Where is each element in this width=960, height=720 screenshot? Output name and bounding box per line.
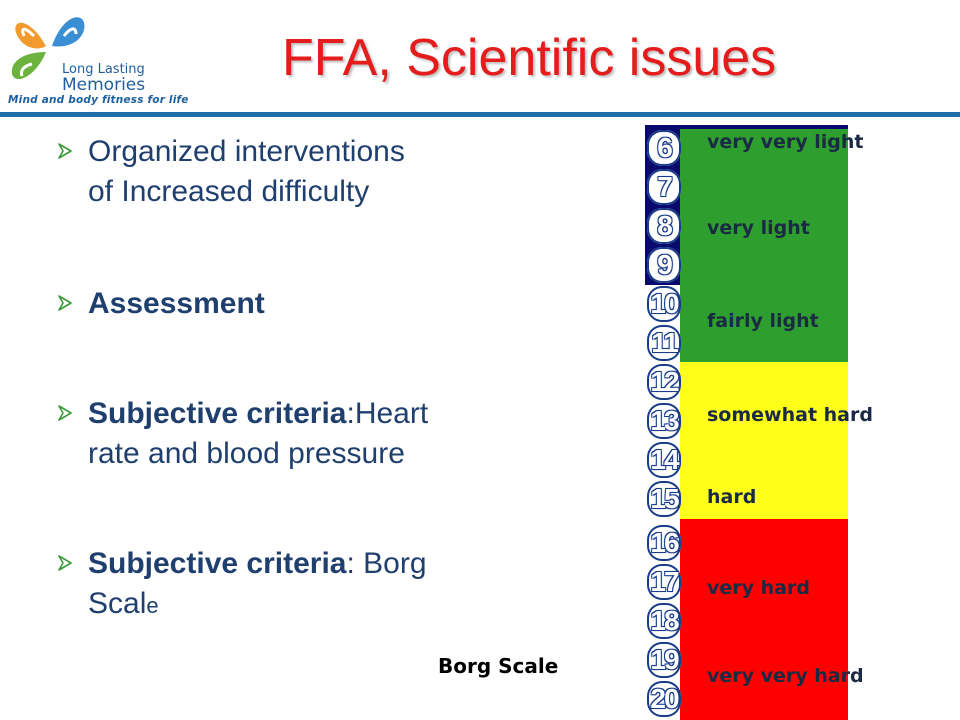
scale-number — [647, 481, 681, 517]
scale-number — [647, 208, 681, 244]
bullet-separator: : — [346, 547, 355, 580]
bullet-rest-text: Borg — [354, 547, 427, 580]
scale-number — [647, 403, 681, 439]
scale-number — [647, 325, 681, 361]
scale-number — [647, 247, 681, 283]
bullet-small-text: e — [146, 593, 159, 618]
arrow-bullet-icon — [56, 142, 74, 160]
borg-scale-caption: Borg Scale — [438, 654, 559, 678]
bullet-bold-text: Assessment — [88, 287, 265, 320]
scale-number-text: 7 — [657, 171, 671, 202]
scale-label: very light — [707, 217, 810, 239]
scale-number — [647, 130, 681, 166]
bullet-line — [88, 584, 427, 626]
scale-number-text: 20 — [650, 683, 678, 714]
bullet-rest-text: Scal — [88, 587, 147, 620]
logo-text-line1: Long Lasting — [62, 62, 145, 77]
zone-hard — [680, 519, 848, 720]
scale-number — [647, 364, 681, 400]
bullet-text — [88, 394, 428, 474]
scale-number-text: 13 — [650, 405, 678, 436]
bullet-separator: : — [346, 397, 355, 430]
scale-number-text: 11 — [651, 327, 677, 358]
slide-title: FFA, Scientific issues — [282, 29, 777, 87]
scale-label: somewhat hard — [707, 404, 873, 426]
scale-number-text: 8 — [657, 210, 671, 241]
arrow-bullet-icon — [56, 294, 74, 312]
scale-number-text: 12 — [650, 366, 678, 397]
arrow-bullet-icon — [56, 404, 74, 422]
bullet-line: of Increased difficulty — [88, 175, 370, 208]
bullet-bold-text: Subjective criteria — [88, 397, 347, 430]
bullet-line: Organized interventions — [88, 135, 405, 168]
logo-text-line2: Memories — [62, 75, 146, 95]
scale-number-text: 6 — [657, 132, 671, 163]
scale-label: very hard — [707, 577, 810, 599]
header-divider — [0, 112, 960, 117]
scale-number — [647, 603, 681, 639]
scale-label: hard — [707, 486, 757, 508]
scale-number-text: 17 — [650, 566, 678, 597]
scale-label: very very light — [707, 131, 864, 153]
bullet-line — [88, 394, 428, 434]
scale-number — [647, 525, 681, 561]
zone-moderate — [680, 362, 848, 519]
scale-number — [647, 642, 681, 678]
scale-number — [647, 286, 681, 322]
arrow-bullet-icon — [56, 554, 74, 572]
logo — [6, 6, 196, 106]
scale-number-text: 18 — [650, 605, 678, 636]
scale-label: fairly light — [707, 310, 819, 332]
bullet-bold-text: Subjective criteria — [88, 547, 347, 580]
bullet-line: rate and blood pressure — [88, 437, 405, 470]
scale-number — [647, 169, 681, 205]
scale-number-text: 14 — [650, 444, 678, 475]
scale-number-text: 19 — [650, 644, 678, 675]
bullet-text — [88, 284, 265, 324]
scale-number-text: 9 — [657, 249, 671, 280]
borg-scale-chart — [645, 125, 873, 720]
scale-number-text: 16 — [650, 527, 678, 558]
scale-number-text: 10 — [650, 288, 678, 319]
scale-number — [647, 681, 681, 717]
scale-number-text: 15 — [650, 483, 678, 514]
bullet-text — [88, 132, 405, 212]
bullet-rest-text: Heart — [354, 397, 429, 430]
scale-label: very very hard — [707, 665, 864, 687]
logo-tagline: Mind and body fitness for life — [8, 94, 189, 106]
bullet-text — [88, 544, 427, 626]
bullet-line — [88, 544, 427, 584]
scale-number — [647, 564, 681, 600]
scale-number — [647, 442, 681, 478]
